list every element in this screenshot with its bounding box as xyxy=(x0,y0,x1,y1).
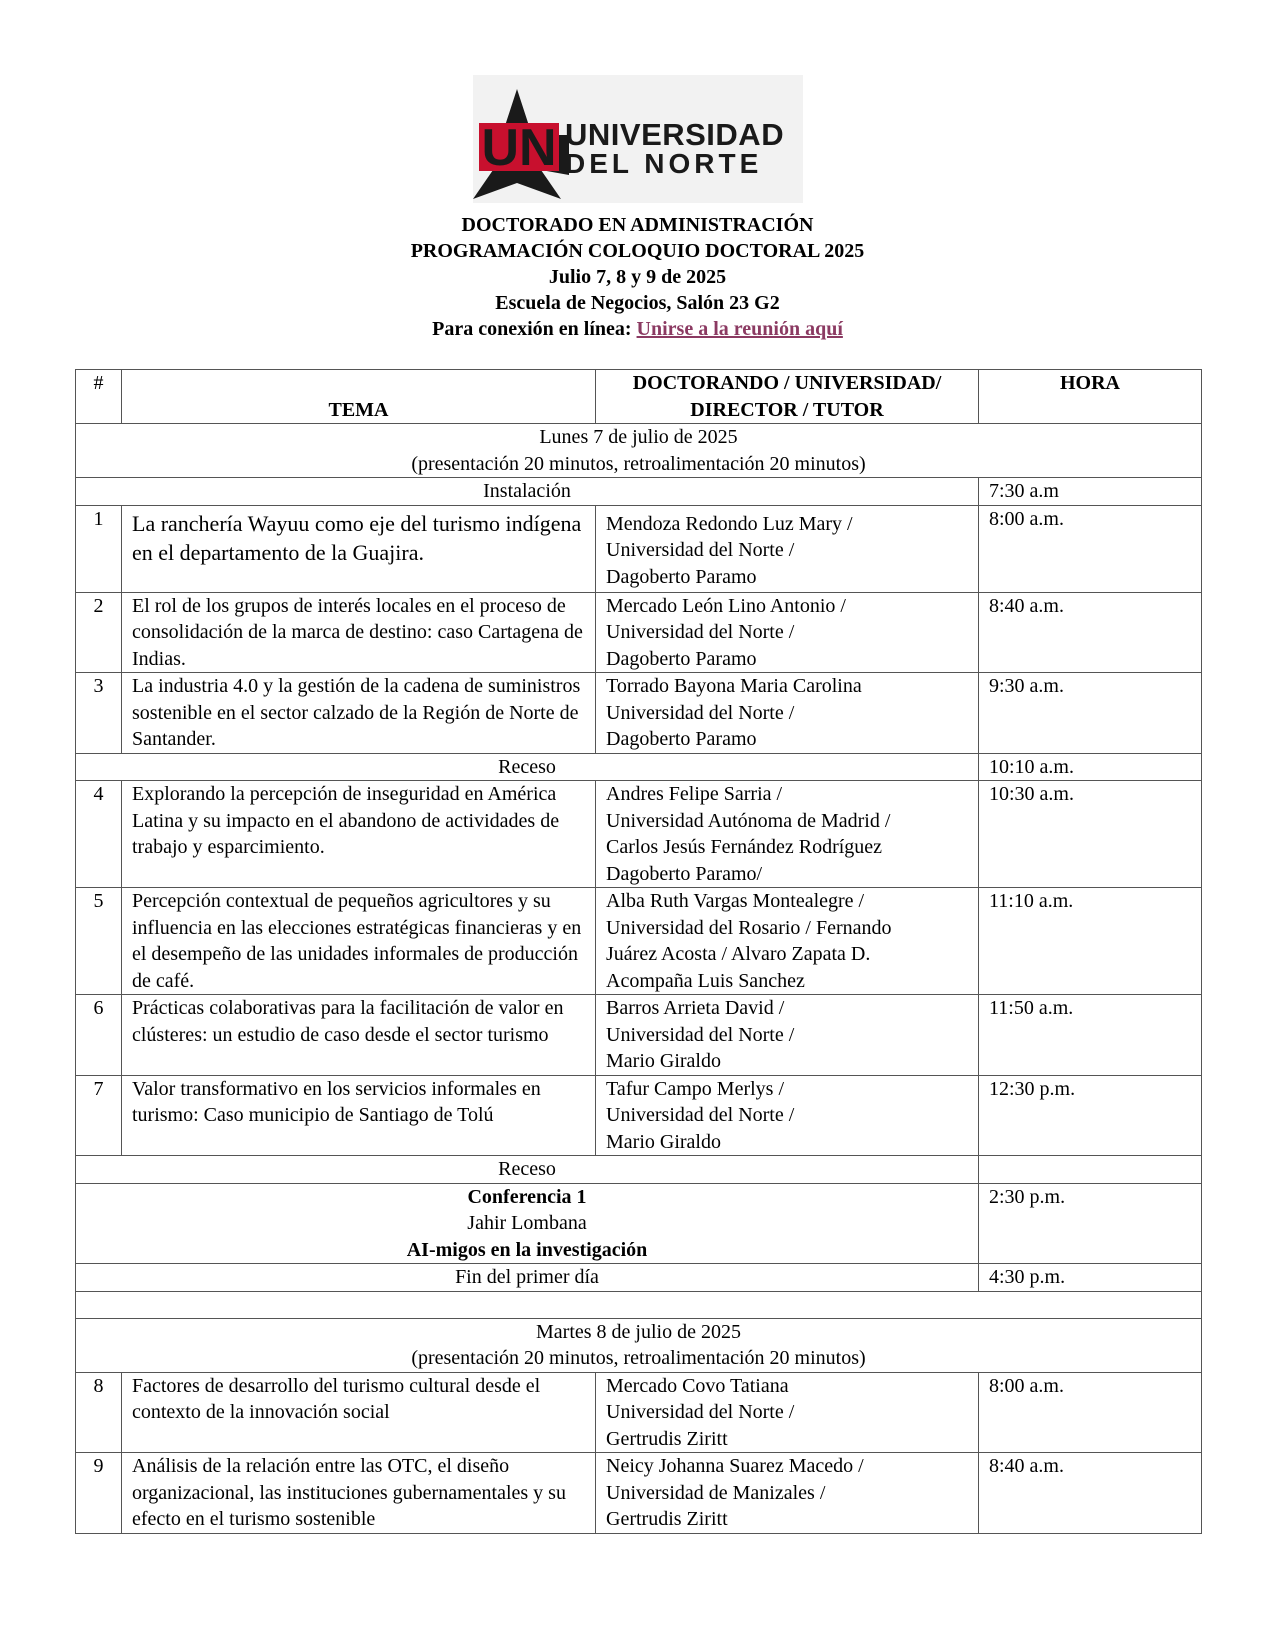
row-doctorando: Neicy Johanna Suarez Macedo / Universidad de Manizales / Gertrudis Ziritt xyxy=(596,1453,979,1534)
row-doctorando: Mercado León Lino Antonio / Universidad del Norte / Dagoberto Paramo xyxy=(596,592,979,673)
instalacion-hora: 7:30 a.m xyxy=(979,478,1202,506)
conferencia-row xyxy=(76,1183,1202,1264)
row-doctorando: Mendoza Redondo Luz Mary / Universidad del Norte / Dagoberto Paramo xyxy=(596,505,979,592)
university-logo xyxy=(473,75,803,203)
receso-row xyxy=(76,1156,1202,1184)
header-tema: TEMA xyxy=(122,370,596,424)
row-num: 6 xyxy=(76,995,122,1076)
fin-row xyxy=(76,1264,1202,1292)
online-connection xyxy=(0,316,1275,342)
day1-header: Lunes 7 de julio de 2025 (presentación 20 minutos, retroalimentación 20 minutos) xyxy=(76,424,1202,478)
header-num: # xyxy=(76,370,122,424)
event-location: Escuela de Negocios, Salón 23 G2 xyxy=(495,292,780,314)
row-num: 1 xyxy=(76,505,122,592)
instalacion-row xyxy=(76,478,1202,506)
table-row xyxy=(76,781,1202,888)
receso-hora: 10:10 a.m. xyxy=(979,753,1202,781)
row-doctorando: Mercado Covo Tatiana Universidad del Norte / Gertrudis Ziritt xyxy=(596,1372,979,1453)
program-title: DOCTORADO EN ADMINISTRACIÓN xyxy=(461,214,814,236)
table-row xyxy=(76,673,1202,754)
table-header-row xyxy=(76,370,1202,424)
row-num: 9 xyxy=(76,1453,122,1534)
event-dates: Julio 7, 8 y 9 de 2025 xyxy=(548,266,727,288)
row-hora: 9:30 a.m. xyxy=(979,673,1202,754)
schedule-table xyxy=(75,369,1202,1534)
join-meeting-link[interactable]: Unirse a la reunión aquí xyxy=(636,318,843,340)
day-header-row xyxy=(76,1318,1202,1372)
logo-line2: DEL NORTE xyxy=(565,148,763,179)
logo-line1: UNIVERSIDAD xyxy=(565,117,785,152)
row-tema: Valor transformativo en los servicios informales en turismo: Caso municipio de Santiago de Tolú xyxy=(122,1075,596,1156)
document-header xyxy=(0,212,1275,342)
row-tema: Percepción contextual de pequeños agricultores y su influencia en las elecciones estratégicas financieras y en el desempeño de las unidades informales de producción de café. xyxy=(122,888,596,995)
row-num: 7 xyxy=(76,1075,122,1156)
row-tema: El rol de los grupos de interés locales en el proceso de consolidación de la marca de destino: caso Cartagena de Indias. xyxy=(122,592,596,673)
row-tema: La ranchería Wayuu como eje del turismo indígena en el departamento de la Guajira. xyxy=(122,505,596,592)
row-tema: Factores de desarrollo del turismo cultural desde el contexto de la innovación social xyxy=(122,1372,596,1453)
table-row xyxy=(76,1075,1202,1156)
row-hora: 8:00 a.m. xyxy=(979,1372,1202,1453)
table-row xyxy=(76,592,1202,673)
event-title: PROGRAMACIÓN COLOQUIO DOCTORAL 2025 xyxy=(410,240,865,262)
receso-label: Receso xyxy=(76,753,979,781)
conferencia-title: Conferencia 1 xyxy=(467,1185,587,1208)
row-tema: Explorando la percepción de inseguridad en América Latina y su impacto en el abandono de actividades de trabajo y esparcimiento. xyxy=(122,781,596,888)
row-hora: 8:40 a.m. xyxy=(979,1453,1202,1534)
receso-label: Receso xyxy=(76,1156,979,1184)
row-num: 2 xyxy=(76,592,122,673)
conferencia-speaker: Jahir Lombana xyxy=(467,1212,587,1234)
table-row xyxy=(76,1453,1202,1534)
instalacion-label: Instalación xyxy=(76,478,979,506)
row-doctorando: Torrado Bayona Maria Carolina Universidad del Norte / Dagoberto Paramo xyxy=(596,673,979,754)
row-hora: 8:00 a.m. xyxy=(979,505,1202,592)
conferencia-hora: 2:30 p.m. xyxy=(979,1183,1202,1264)
row-num: 4 xyxy=(76,781,122,888)
table-row xyxy=(76,995,1202,1076)
row-hora: 12:30 p.m. xyxy=(979,1075,1202,1156)
row-hora: 11:10 a.m. xyxy=(979,888,1202,995)
conferencia-topic: AI-migos en la investigación xyxy=(406,1238,648,1261)
spacer-cell xyxy=(76,1291,1202,1318)
spacer-row xyxy=(76,1291,1202,1318)
fin-label: Fin del primer día xyxy=(76,1264,979,1292)
receso-row xyxy=(76,753,1202,781)
day2-header: Martes 8 de julio de 2025 (presentación 20 minutos, retroalimentación 20 minutos) xyxy=(76,1318,1202,1372)
row-num: 3 xyxy=(76,673,122,754)
row-hora: 8:40 a.m. xyxy=(979,592,1202,673)
table-row xyxy=(76,1372,1202,1453)
table-row xyxy=(76,888,1202,995)
row-doctorando: Barros Arrieta David / Universidad del Norte / Mario Giraldo xyxy=(596,995,979,1076)
row-hora: 10:30 a.m. xyxy=(979,781,1202,888)
svg-text:UN: UN xyxy=(481,119,557,177)
header-doctorando: DOCTORANDO / UNIVERSIDAD/ DIRECTOR / TUTOR xyxy=(596,370,979,424)
online-label: Para conexión en línea: xyxy=(432,318,637,340)
row-doctorando: Tafur Campo Merlys / Universidad del Norte / Mario Giraldo xyxy=(596,1075,979,1156)
row-tema: Análisis de la relación entre las OTC, el diseño organizacional, las instituciones gubernamentales y su efecto en el turismo sostenible xyxy=(122,1453,596,1534)
row-doctorando: Alba Ruth Vargas Montealegre / Universidad del Rosario / Fernando Juárez Acosta / Alvaro Zapata D. Acompaña Luis Sanchez xyxy=(596,888,979,995)
table-row xyxy=(76,505,1202,592)
header-hora: HORA xyxy=(979,370,1202,424)
day-header-row xyxy=(76,424,1202,478)
receso-hora xyxy=(979,1156,1202,1184)
row-doctorando: Andres Felipe Sarria / Universidad Autónoma de Madrid / Carlos Jesús Fernández Rodríguez Dagoberto Paramo/ xyxy=(596,781,979,888)
row-num: 8 xyxy=(76,1372,122,1453)
row-tema: La industria 4.0 y la gestión de la cadena de suministros sostenible en el sector calzado de la Región de Norte de Santander. xyxy=(122,673,596,754)
conferencia-info xyxy=(76,1183,979,1264)
fin-hora: 4:30 p.m. xyxy=(979,1264,1202,1292)
row-num: 5 xyxy=(76,888,122,995)
row-hora: 11:50 a.m. xyxy=(979,995,1202,1076)
row-tema: Prácticas colaborativas para la facilitación de valor en clústeres: un estudio de caso desde el sector turismo xyxy=(122,995,596,1076)
